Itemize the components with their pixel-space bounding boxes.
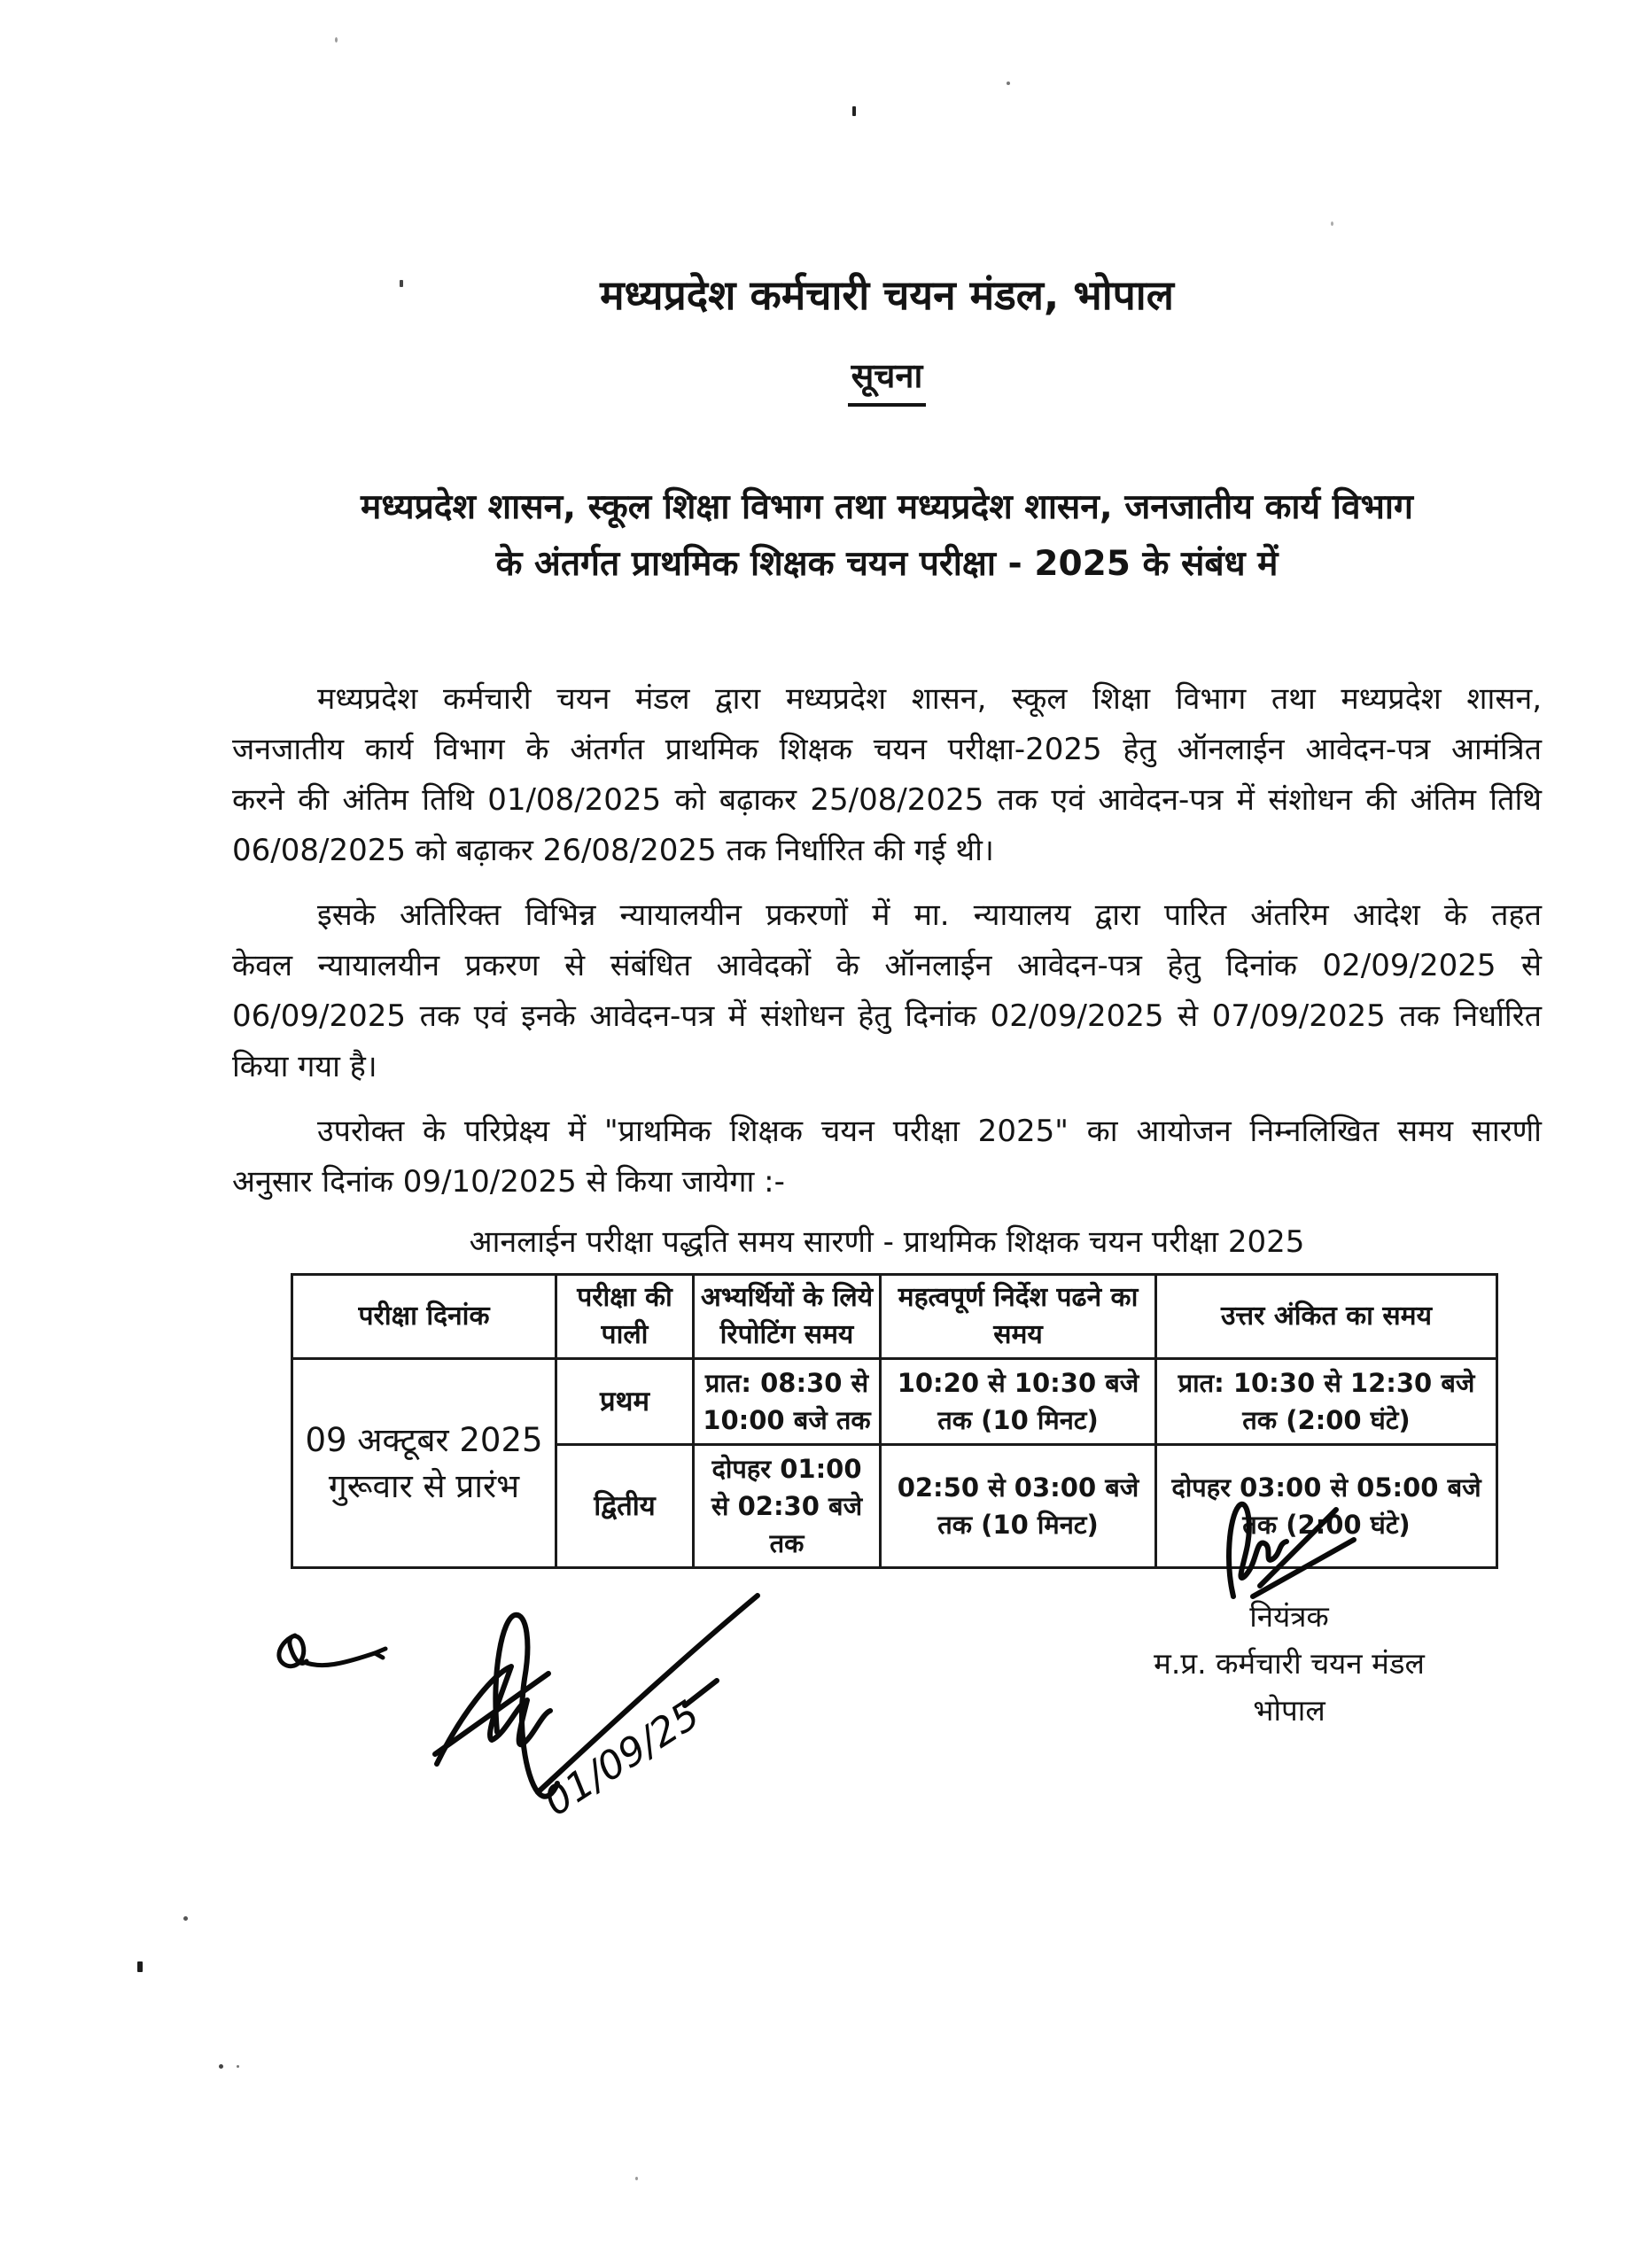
col-header-reporting-time: अभ्यर्थियों के लिये रिपोटिंग समय [694, 1275, 881, 1359]
signature-organization: म.प्र. कर्मचारी चयन मंडल [1154, 1646, 1425, 1681]
paragraph-line: करने की अंतिम तिथि 01/08/2025 को बढ़ाकर 25/08/2025 तक एवं आवेदन-पत्र में संशोधन की अंतिम तिथि [232, 782, 1542, 818]
officer-initials-scribble [268, 1625, 406, 1696]
paragraph-line: किया गया है। [232, 1049, 377, 1084]
handwritten-date: 01/09/25 [536, 1691, 708, 1826]
col-header-answer-time: उत्तर अंकित का समय [1156, 1275, 1497, 1359]
paragraph-line: उपरोक्त के परिप्रेक्ष्य में "प्राथमिक शिक्षक चयन परीक्षा 2025" का आयोजन निम्नलिखित समय सारणी [317, 1114, 1542, 1149]
notice-label-text: सूचना [848, 351, 927, 407]
paragraph-line: 06/09/2025 तक एवं इनके आवेदन-पत्र में संशोधन हेतु दिनांक 02/09/2025 से 07/09/2025 तक निर्धारित [232, 998, 1542, 1034]
signature-place: भोपाल [1253, 1693, 1325, 1728]
paragraph-2 [232, 890, 1542, 1092]
answer-cell: दोपहर 03:00 से 05:00 बजे तक (2:00 घंटे) [1156, 1445, 1497, 1568]
table-header-row [292, 1275, 1497, 1359]
paragraph-3 [232, 1107, 1542, 1208]
table-row [292, 1359, 1497, 1445]
scan-speck [400, 280, 403, 287]
approver-signature-scribble [421, 1588, 784, 1859]
table-caption: आनलाईन परीक्षा पद्धति समय सारणी - प्राथमिक शिक्षक चयन परीक्षा 2025 [469, 1224, 1305, 1260]
controller-signature-scribble [1207, 1499, 1366, 1601]
paragraph-line: 06/08/2025 को बढ़ाकर 26/08/2025 तक निर्धारित की गई थी। [232, 833, 994, 868]
col-header-instructions-time: महत्वपूर्ण निर्देश पढने का समय [881, 1275, 1156, 1359]
scan-speck [335, 37, 338, 43]
scan-speck [183, 1916, 188, 1921]
document-title: मध्यप्रदेश कर्मचारी चयन मंडल, भोपाल [600, 271, 1174, 319]
paragraph-line: इसके अतिरिक्त विभिन्न न्यायालयीन प्रकरणों में मा. न्यायालय द्वारा पारित अंतरिम आदेश के तहत [317, 897, 1542, 933]
col-header-exam-date: परीक्षा दिनांक [292, 1275, 556, 1359]
answer-cell: प्रात: 10:30 से 12:30 बजे तक (2:00 घंटे) [1156, 1359, 1497, 1445]
reporting-cell: दोपहर 01:00 से 02:30 बजे तक [694, 1445, 881, 1568]
col-header-shift: परीक्षा की पाली [556, 1275, 694, 1359]
subject-line: मध्यप्रदेश शासन, स्कूल शिक्षा विभाग तथा मध्यप्रदेश शासन, जनजातीय कार्य विभाग [361, 487, 1413, 527]
scan-speck [1331, 221, 1333, 226]
exam-date-line: गुरूवार से प्रारंभ [328, 1466, 520, 1505]
notice-label [232, 351, 1542, 407]
exam-date-line: 09 अक्टूबर 2025 [305, 1420, 543, 1459]
paragraph-1 [232, 674, 1542, 876]
instructions-cell: 02:50 से 03:00 बजे तक (10 मिनट) [881, 1445, 1156, 1568]
paragraph-line: केवल न्यायालयीन प्रकरण से संबंधित आवेदकों के ऑनलाईन आवेदन-पत्र हेतु दिनांक 02/09/2025 से [232, 948, 1542, 983]
paragraph-line: अनुसार दिनांक 09/10/2025 से किया जायेगा :- [232, 1164, 785, 1200]
subject-heading [232, 479, 1542, 593]
scan-speck [635, 2177, 638, 2180]
scan-speck [219, 2064, 223, 2069]
paragraph-line: जनजातीय कार्य विभाग के अंतर्गत प्राथमिक शिक्षक चयन परीक्षा-2025 हेतु ऑनलाईन आवेदन-पत्र आमंत्रित [232, 732, 1542, 767]
shift-cell: प्रथम [556, 1359, 694, 1445]
subject-line: के अंतर्गत प्राथमिक शिक्षक चयन परीक्षा - 2025 के संबंध में [495, 544, 1279, 584]
signature-block [1112, 1593, 1466, 1734]
reporting-cell: प्रात: 08:30 से 10:00 बजे तक [694, 1359, 881, 1445]
exam-date-cell [292, 1359, 556, 1568]
shift-cell: द्वितीय [556, 1445, 694, 1568]
signature-designation: नियंत्रक [1249, 1599, 1329, 1634]
scan-speck [1007, 82, 1010, 85]
scan-speck [137, 1961, 143, 1972]
instructions-cell: 10:20 से 10:30 बजे तक (10 मिनट) [881, 1359, 1156, 1445]
scan-speck [237, 2065, 239, 2068]
scan-speck [852, 106, 856, 116]
paragraph-line: मध्यप्रदेश कर्मचारी चयन मंडल द्वारा मध्यप्रदेश शासन, स्कूल शिक्षा विभाग तथा मध्यप्रदेश शासन, [317, 681, 1542, 717]
